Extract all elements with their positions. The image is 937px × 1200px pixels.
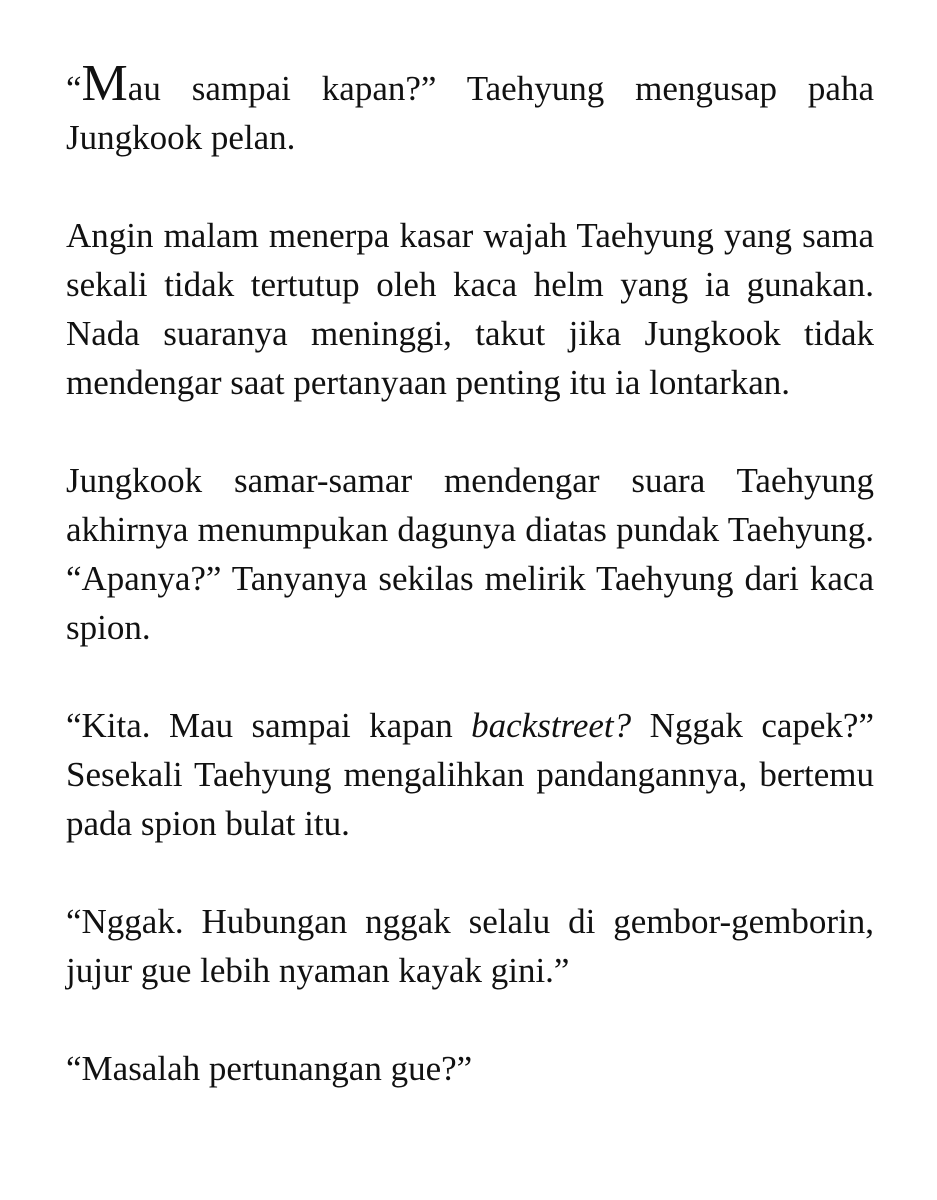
paragraph-5: “Nggak. Hubungan nggak selalu di gembor-gemborin, jujur gue lebih nyaman kayak gini.” (66, 902, 874, 990)
paragraph-4-text-start: “Kita. Mau sampai kapan (66, 706, 472, 745)
paragraph-4-text-end: Nggak capek?” Sesekali Taehyung mengalihkan pandangannya, bertemu pada spion bulat itu. (66, 706, 874, 843)
story-page (66, 55, 874, 1142)
drop-cap-initial: M (81, 55, 128, 112)
paragraph-1-text: au sampai kapan?” Taehyung mengusap paha Jungkook pelan. (66, 69, 874, 157)
paragraph-4 (66, 701, 874, 848)
paragraph-6: “Masalah pertunangan gue?” (66, 1049, 473, 1088)
italic-word: backstreet? (471, 706, 632, 745)
opening-quote: “ (66, 69, 82, 108)
paragraph-1 (66, 55, 874, 162)
paragraph-3: Jungkook samar-samar mendengar suara Taehyung akhirnya menumpukan dagunya diatas pundak Taehyung. “Apanya?” Tanyanya sekilas melirik Taehyung dari kaca spion. (66, 461, 874, 647)
paragraph-2: Angin malam menerpa kasar wajah Taehyung yang sama sekali tidak tertutup oleh kaca helm yang ia gunakan. Nada suaranya meninggi, takut jika Jungkook tidak mendengar saat pertanyaan penting itu ia lontarkan. (66, 216, 874, 402)
